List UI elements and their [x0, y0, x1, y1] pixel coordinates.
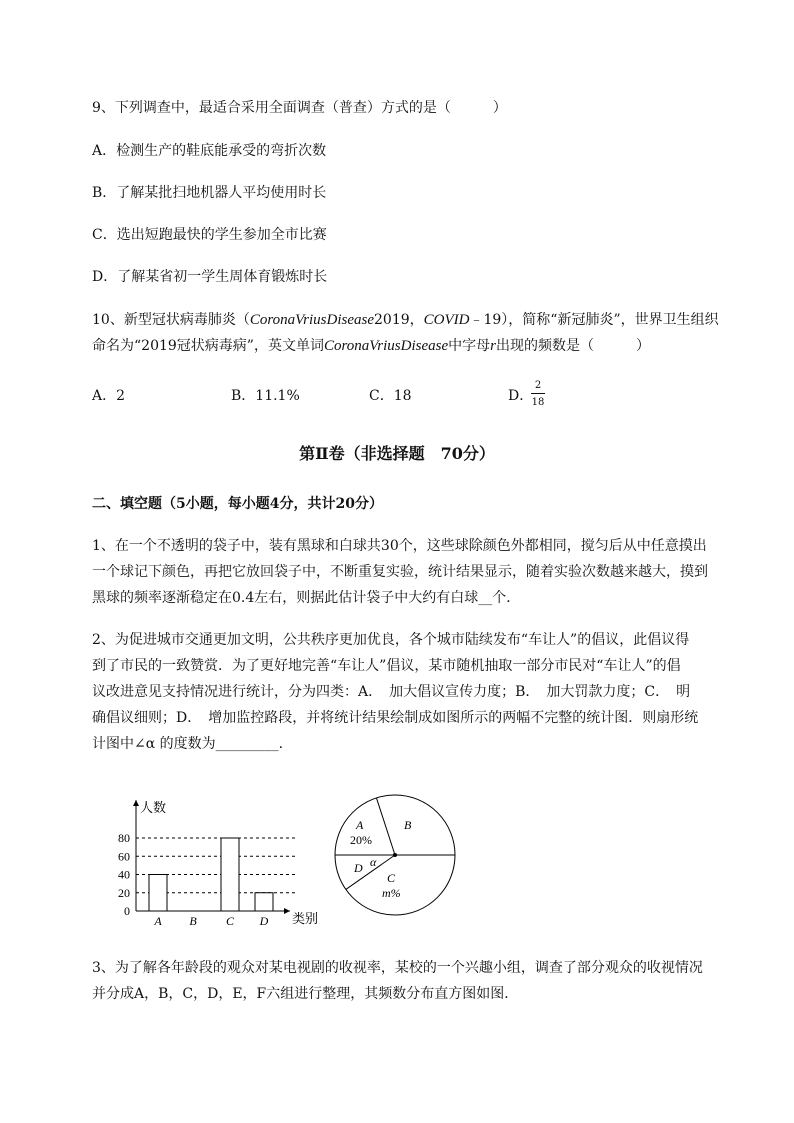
y-axis-label: 人数: [140, 800, 167, 815]
q9-stem: 9、下列调查中，最适合采用全面调查（普查）方式的是（ ）: [92, 100, 507, 116]
q10-option-b: B．11.1%: [231, 388, 300, 404]
q10-option-c: C．18: [369, 388, 412, 404]
bar-d: [255, 893, 273, 911]
y-tick-label: 0: [124, 904, 130, 918]
fill1-line3: 黑球的频率逐渐稳定在0.4左右，则据此估计袋子中大约有白球__个．: [92, 590, 521, 606]
pie-value-a: 20%: [350, 833, 372, 847]
x-axis-label: 类别: [292, 911, 319, 926]
q9-option-a: A．检测生产的鞋底能承受的弯折次数: [92, 143, 327, 159]
pie-angle-alpha: α: [370, 855, 377, 869]
bar-a: [149, 875, 167, 912]
pie-value-c: m%: [382, 886, 401, 900]
fill2-line4: 确倡议细则；D． 增加监控路段，并将统计结果绘制成如图所示的两幅不完整的统计图．则扇形统: [92, 710, 699, 726]
pie-chart: [335, 795, 455, 915]
fraction-bar: [531, 393, 545, 394]
q10-option-d: D．: [508, 388, 534, 404]
q10-option-a: A．2: [92, 388, 126, 404]
fill1-line2: 一个球记下颜色，再把它放回袋子中，不断重复实验，统计结果显示，随着实验次数越来越大，摸到: [92, 564, 708, 580]
q9-option-b: B．了解某批扫地机器人平均使用时长: [92, 185, 327, 201]
x-tick-label: A: [154, 914, 162, 928]
pie-center: [393, 853, 397, 857]
fill2-line3: 议改进意见支持情况进行统计，分为四类：A． 加大倡议宣传力度；B． 加大罚款力度；C． 明: [92, 684, 691, 700]
x-tick-label: B: [189, 914, 197, 928]
q9-option-d: D．了解某省初一学生周体育锻炼时长: [92, 269, 328, 285]
y-tick-label: 60: [118, 849, 130, 864]
q10-option-d-denominator: 18: [531, 397, 545, 408]
bar-c: [221, 838, 239, 911]
section-title: 第Ⅱ卷（非选择题 70分）: [299, 444, 495, 463]
fill2-line1: 2、为促进城市交通更加文明，公共秩序更加优良，各个城市陆续发布“车让人”的倡议，此倡议得: [92, 632, 690, 648]
statistics-figures: [0, 780, 794, 940]
pie-label-a: A: [356, 818, 364, 832]
fill1-line1: 1、在一个不透明的袋子中，装有黑球和白球共30个，这些球除颜色外都相同，搅匀后从中任意摸出: [92, 538, 707, 554]
y-tick-label: 40: [118, 867, 130, 882]
y-tick-label: 80: [118, 831, 130, 845]
q10-line2: 命名为“2019冠状病毒病”，英文单词CoronaVriusDisease中字母r出现的频数是（ ）: [92, 338, 650, 354]
x-axis-arrow: [284, 908, 290, 914]
pie-label-b: B: [404, 818, 412, 832]
q10-line1: 10、新型冠状病毒肺炎（CoronaVriusDisease2019，COVID﹣19），简称“新冠肺炎”，世界卫生组织: [92, 312, 719, 328]
pie-label-c: C: [387, 871, 396, 885]
pie-label-d: D: [354, 861, 363, 875]
q9-option-c: C．选出短跑最快的学生参加全市比赛: [92, 227, 327, 243]
fill3-line1: 3、为了解各年龄段的观众对某电视剧的收视率，某校的一个兴趣小组，调查了部分观众的收视情况: [92, 960, 703, 976]
fill3-line2: 并分成A，B，C，D，E，F六组进行整理，其频数分布直方图如图．: [92, 986, 519, 1002]
x-tick-label: C: [225, 914, 235, 928]
q10-option-d-numerator: 2: [534, 380, 542, 391]
bar-chart: [118, 800, 318, 928]
y-tick-label: 20: [118, 885, 130, 900]
y-axis-arrow: [133, 800, 139, 806]
fill2-line5: 计图中∠α 的度数为_________.: [92, 736, 284, 752]
fill2-line2: 到了市民的一致赞赏．为了更好地完善“车让人”倡议，某市随机抽取一部分市民对“车让人”的倡: [92, 658, 681, 674]
subsection-title: 二、填空题（5小题，每小题4分，共计20分）: [92, 496, 383, 512]
x-tick-label: D: [259, 914, 269, 928]
